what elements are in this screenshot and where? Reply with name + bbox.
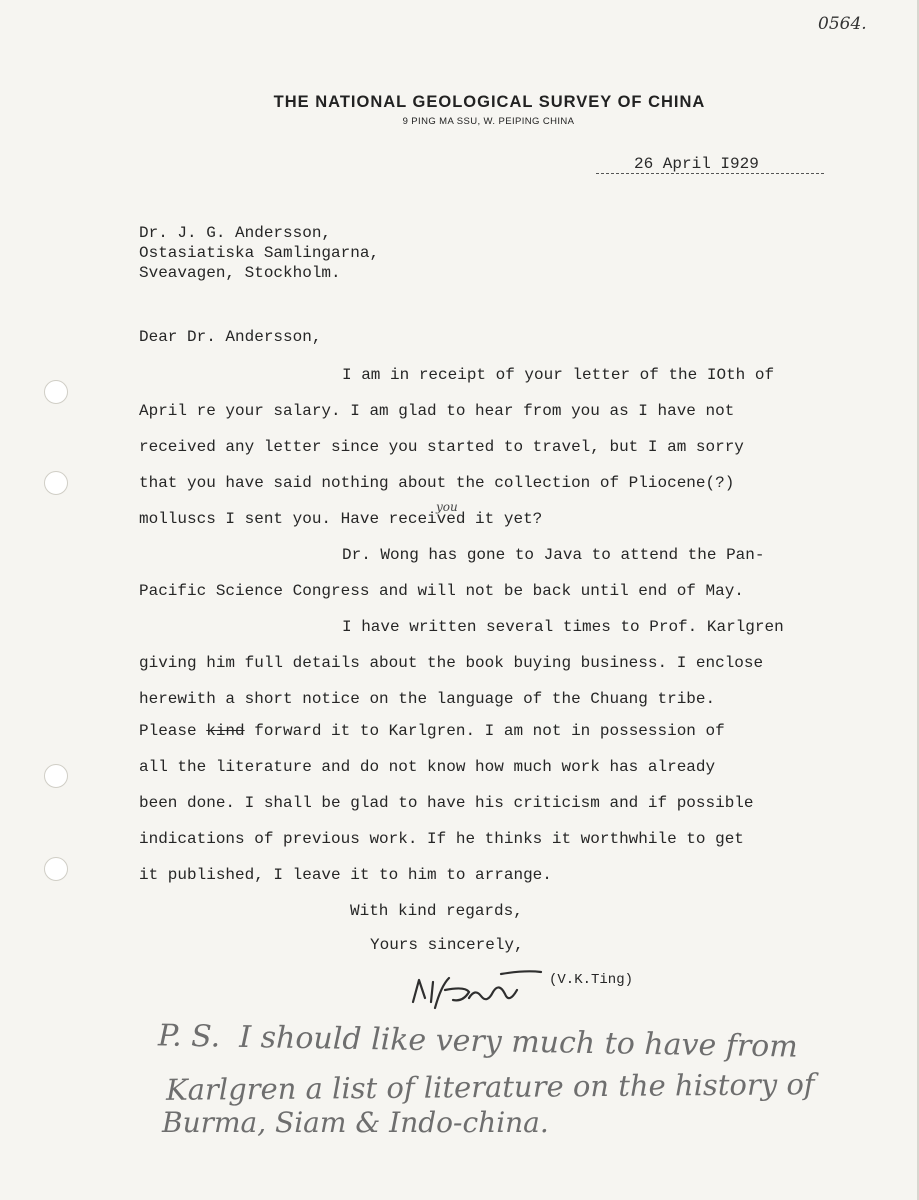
- handwritten-signature: [405, 968, 545, 1012]
- recipient-line-3: Sveavagen, Stockholm.: [139, 264, 341, 282]
- punch-hole: [44, 857, 68, 881]
- body-line: all the literature and do not know how much work has already: [139, 758, 716, 776]
- closing-regards: With kind regards,: [350, 902, 523, 920]
- postscript-line-1: P. S. I should like very much to have from: [157, 1018, 799, 1065]
- body-line: indications of previous work. If he thinks it worthwhile to get: [139, 830, 744, 848]
- closing-sincerely: Yours sincerely,: [370, 936, 524, 954]
- body-line: Pacific Science Congress and will not be back until end of May.: [139, 582, 744, 600]
- letterhead-address: 9 PING MA SSU, W. PEIPING CHINA: [402, 116, 575, 127]
- handwritten-insertion: you: [436, 500, 458, 514]
- struck-word: kind: [206, 722, 245, 740]
- archive-reference-number: 0564.: [818, 14, 867, 34]
- body-line: I am in receipt of your letter of the IOth of: [342, 366, 775, 384]
- body-text: Please: [139, 722, 207, 740]
- body-line: been done. I shall be glad to have his criticism and if possible: [139, 794, 754, 812]
- body-line: [139, 722, 725, 740]
- punch-hole: [44, 471, 68, 495]
- body-line: April re your salary. I am glad to hear from you as I have not: [139, 402, 735, 420]
- body-line: Dr. Wong has gone to Java to attend the Pan-: [342, 546, 765, 564]
- body-line: it published, I leave it to him to arrange.: [139, 866, 552, 884]
- body-line: giving him full details about the book buying business. I enclose: [139, 654, 764, 672]
- letterhead-title: THE NATIONAL GEOLOGICAL SURVEY OF CHINA: [273, 93, 706, 111]
- body-line: that you have said nothing about the collection of Pliocene(?): [139, 474, 735, 492]
- postscript-line-2: Karlgren a list of literature on the history of: [165, 1067, 815, 1107]
- punch-hole: [44, 764, 68, 788]
- letter-date: 26 April I929: [596, 155, 824, 174]
- recipient-line-1: Dr. J. G. Andersson,: [139, 224, 332, 242]
- salutation: Dear Dr. Andersson,: [139, 328, 322, 346]
- recipient-line-2: Ostasiatiska Samlingarna,: [139, 244, 380, 262]
- typed-signatory-name: (V.K.Ting): [549, 972, 634, 988]
- body-text: forward it to Karlgren. I am not in possession of: [244, 722, 725, 740]
- body-line: received any letter since you started to travel, but I am sorry: [139, 438, 744, 456]
- body-line: herewith a short notice on the language of the Chuang tribe.: [139, 690, 716, 708]
- postscript-line-3: Burma, Siam & Indo-china.: [162, 1106, 549, 1139]
- body-line: I have written several times to Prof. Karlgren: [342, 618, 784, 636]
- body-line: molluscs I sent you. Have received it yet?: [139, 510, 543, 528]
- punch-hole: [44, 380, 68, 404]
